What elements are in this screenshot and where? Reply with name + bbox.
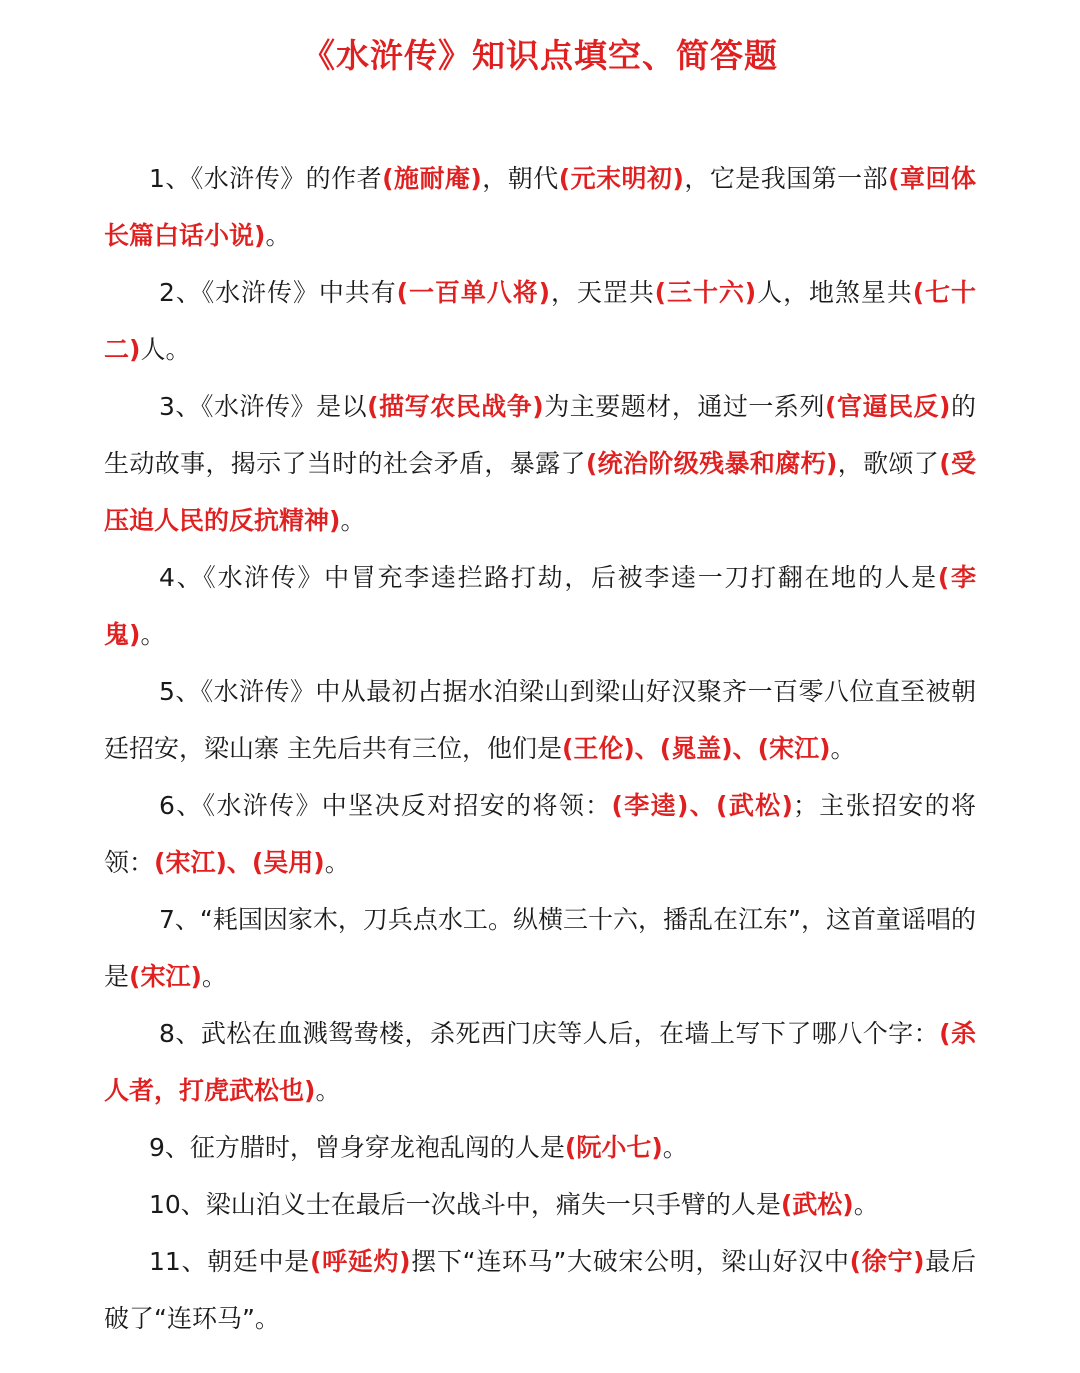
answer-highlight: (描写农民战争) bbox=[367, 392, 544, 421]
question-text: ，它是我国第一部 bbox=[683, 164, 889, 193]
question-text: 。 bbox=[315, 1076, 341, 1105]
question-list bbox=[104, 150, 976, 1347]
question-text: 9、征方腊时，曾身穿龙袍乱闯的人是 bbox=[149, 1133, 565, 1162]
question-text: 4、《水浒传》中冒充李逵拦路打劫，后被李逵一刀打翻在地的人是 bbox=[159, 563, 938, 592]
question-item-7 bbox=[104, 891, 976, 1005]
answer-highlight: (宋江)、(吴用) bbox=[154, 848, 325, 877]
answer-highlight: (阮小七) bbox=[564, 1133, 663, 1162]
question-text: ；主张招安的将领： bbox=[104, 791, 976, 877]
answer-highlight: (李逵)、(武松) bbox=[611, 791, 793, 820]
answer-highlight: (徐宁) bbox=[849, 1247, 925, 1276]
question-text: 。 bbox=[265, 221, 291, 250]
question-text: ，朝代 bbox=[481, 164, 559, 193]
question-item-11 bbox=[104, 1233, 976, 1347]
question-item-6 bbox=[104, 777, 976, 891]
question-text: 1、《水浒传》的作者 bbox=[149, 164, 383, 193]
question-item-2 bbox=[104, 264, 976, 378]
answer-highlight: (王伦)、(晁盖)、(宋江) bbox=[561, 734, 831, 763]
question-text: ，歌颂了 bbox=[837, 449, 940, 478]
answer-highlight: (宋江) bbox=[129, 962, 202, 991]
question-text: 。 bbox=[830, 734, 856, 763]
question-item-5 bbox=[104, 663, 976, 777]
question-text: 。 bbox=[662, 1133, 688, 1162]
answer-highlight: (呼延灼) bbox=[309, 1247, 411, 1276]
question-text: 3、《水浒传》是以 bbox=[159, 392, 368, 421]
answer-highlight: (一百单八将) bbox=[396, 278, 551, 307]
question-item-10 bbox=[104, 1176, 976, 1233]
question-text: 人。 bbox=[140, 335, 191, 364]
question-text: 8、武松在血溅鸳鸯楼，杀死西门庆等人后，在墙上写下了哪八个字： bbox=[159, 1019, 940, 1048]
question-text: 2、《水浒传》中共有 bbox=[159, 278, 397, 307]
answer-highlight: (施耐庵) bbox=[382, 164, 482, 193]
question-text: 5、《水浒传》中从最初占据水泊梁山到梁山好汉聚齐一百零八位直至被朝廷招安，梁山寨 主先后共有三位，他们是 bbox=[104, 677, 976, 763]
answer-highlight: (武松) bbox=[780, 1190, 854, 1219]
answer-highlight: (统治阶级残暴和腐朽) bbox=[585, 449, 838, 478]
answer-highlight: (七十二) bbox=[104, 278, 976, 364]
question-text: 。 bbox=[853, 1190, 879, 1219]
question-text: 。 bbox=[140, 620, 166, 649]
question-text: 。 bbox=[324, 848, 350, 877]
question-text: 的生动故事，揭示了当时的社会矛盾，暴露了 bbox=[104, 392, 976, 478]
answer-highlight: (杀人者，打虎武松也) bbox=[104, 1019, 976, 1105]
question-text: 10、梁山泊义士在最后一次战斗中，痛失一只手臂的人是 bbox=[149, 1190, 781, 1219]
question-text: 7、“耗国因家木，刀兵点水工。纵横三十六，播乱在江东”，这首童谣唱的是 bbox=[104, 905, 976, 991]
question-text: 摆下“连环马”大破宋公明，梁山好汉中 bbox=[410, 1247, 850, 1276]
answer-highlight: (三十六) bbox=[654, 278, 757, 307]
question-text: 人，地煞星共 bbox=[756, 278, 913, 307]
question-text: 6、《水浒传》中坚决反对招安的将领： bbox=[159, 791, 612, 820]
question-text: 11、朝廷中是 bbox=[149, 1247, 310, 1276]
question-item-4 bbox=[104, 549, 976, 663]
question-item-9 bbox=[104, 1119, 976, 1176]
answer-highlight: (元末明初) bbox=[558, 164, 684, 193]
answer-highlight: (受压迫人民的反抗精神) bbox=[104, 449, 976, 535]
question-text: 最后破了“连环马”。 bbox=[104, 1247, 976, 1333]
answer-highlight: (李鬼) bbox=[104, 563, 976, 649]
answer-highlight: (章回体长篇白话小说) bbox=[104, 164, 976, 250]
question-text: 。 bbox=[340, 506, 366, 535]
question-text: 为主要题材，通过一系列 bbox=[543, 392, 825, 421]
page-title: 《水浒传》知识点填空、简答题 bbox=[302, 36, 778, 75]
question-text: ，天罡共 bbox=[550, 278, 655, 307]
question-item-3 bbox=[104, 378, 976, 549]
answer-highlight: (官逼民反) bbox=[824, 392, 951, 421]
question-text: 。 bbox=[201, 962, 227, 991]
question-item-8 bbox=[104, 1005, 976, 1119]
question-item-1 bbox=[104, 150, 976, 264]
